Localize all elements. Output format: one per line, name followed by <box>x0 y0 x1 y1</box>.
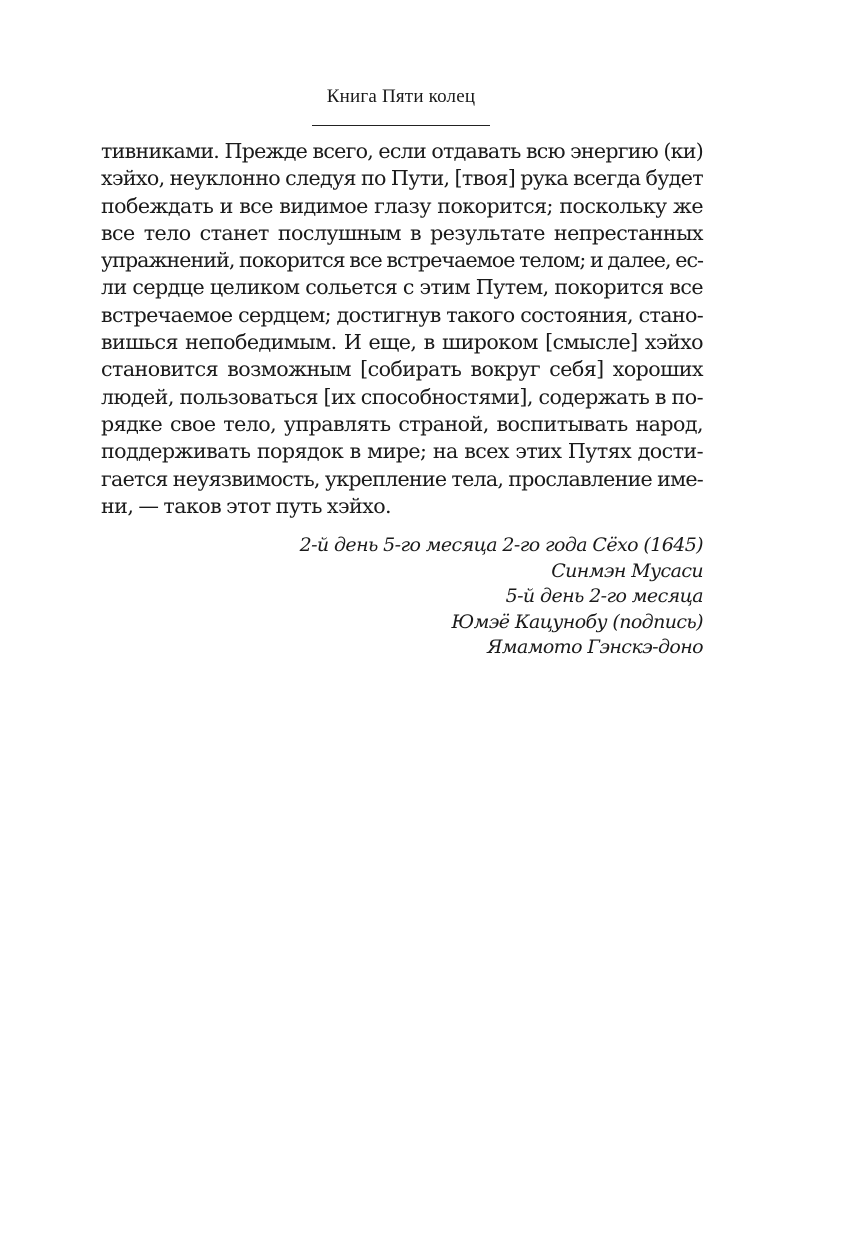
body-line: людей, пользоваться [их способностями], содержать в по- <box>101 384 703 409</box>
signature-recipient: Ямамото Гэнскэ-доно <box>487 636 703 658</box>
body-line: упражнений, покорится все встречаемое телом; и далее, ес- <box>101 248 704 273</box>
body-line-last: ни, — таков этот путь хэйхо. <box>101 493 392 518</box>
body-line: становится возможным [собирать вокруг себя] хороших <box>101 357 703 382</box>
body-line: тивниками. Прежде всего, если отдавать всю энергию (ки) <box>101 139 703 163</box>
body-line: вишься непобедимым. И еще, в широком [смысле] хэйхо <box>101 330 703 355</box>
signature-author: Синмэн Мусаси <box>551 559 703 582</box>
signature-date: 2-й день 5-го месяца 2-го года Сёхо (1645) <box>299 534 703 556</box>
running-head-rule <box>312 125 490 126</box>
body-line: ли сердце целиком сольется с этим Путем, покорится все <box>101 275 703 300</box>
signature-block <box>101 533 703 661</box>
signature-date-second: 5-й день 2-го месяца <box>505 585 703 607</box>
signature-signer: Юмэё Кацунобу (подпись) <box>451 610 703 633</box>
body-line: встречаемое сердцем; достигнув такого состояния, стано- <box>101 302 703 327</box>
body-line: гается неуязвимость, укрепление тела, прославление име- <box>101 466 703 491</box>
body-line: хэйхо, неуклонно следуя по Пути, [твоя] рука всегда будет <box>101 166 703 191</box>
body-line: все тело станет послушным в результате непрестанных <box>101 220 703 245</box>
running-head-title: Книга Пяти колец <box>326 86 476 107</box>
body-line: поддерживать порядок в мире; на всех этих Путях дости- <box>101 439 703 464</box>
body-line: побеждать и все видимое глазу покорится; поскольку же <box>101 193 703 218</box>
body-paragraph <box>101 138 703 520</box>
body-line: рядке свое тело, управлять страной, воспитывать народ, <box>101 411 703 436</box>
